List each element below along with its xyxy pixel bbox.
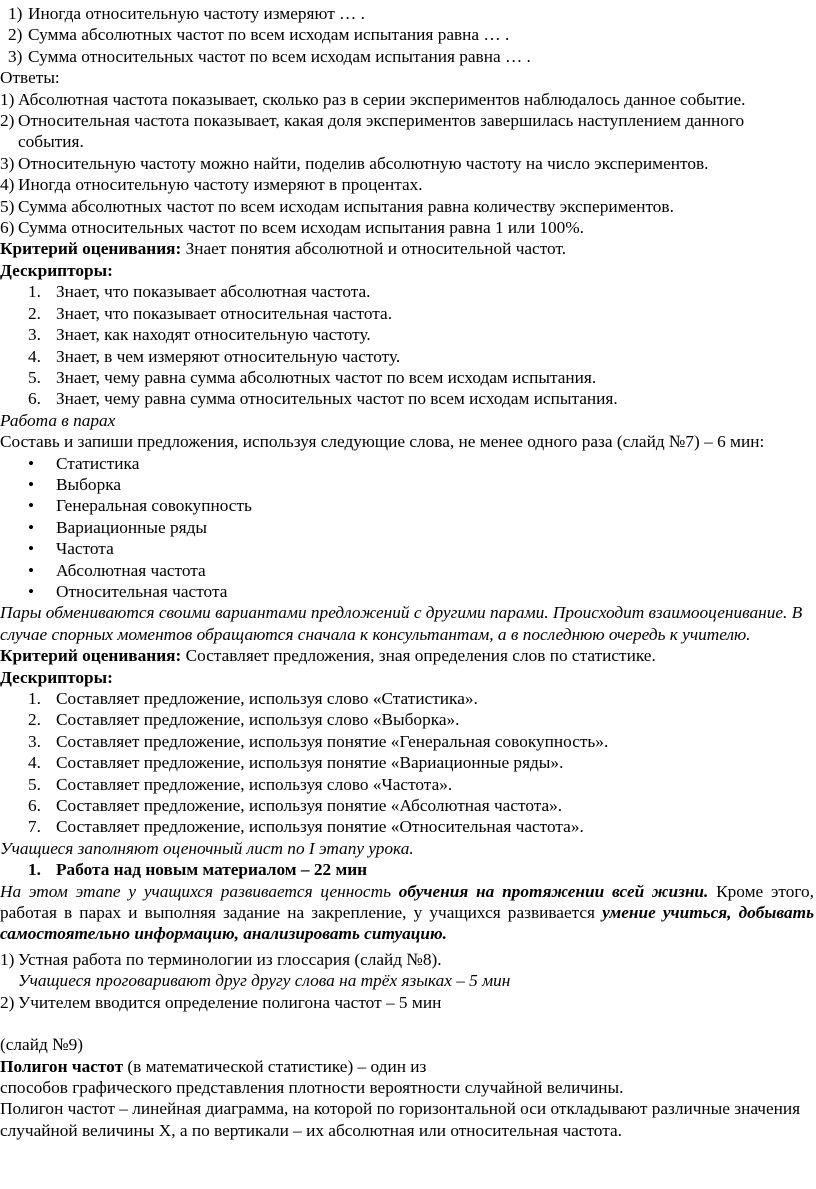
criterion-2: [0, 645, 816, 666]
answer-4: 4) Иногда относительную частоту измеряют в процентах.: [0, 175, 423, 195]
question-2: 2) Сумма абсолютных частот по всем исходам испытания равна … .: [8, 25, 510, 45]
descriptor-1-3: 3. Знает, как находят относительную частоту.: [28, 325, 371, 345]
bullet-icon: •: [28, 517, 35, 537]
step-1-note: Учащиеся проговаривают друг другу слова на трёх языках – 5 мин: [18, 971, 511, 991]
polygon-term: Полигон частот: [0, 1056, 124, 1076]
descriptor-2-3: 3. Составляет предложение, используя понятие «Генеральная совокупность».: [28, 731, 609, 751]
bullet-icon: •: [28, 453, 35, 473]
question-3: 3) Сумма относительных частот по всем исходам испытания равна … .: [8, 46, 531, 66]
descriptor-2-5: 5. Составляет предложение, используя слово «Частота».: [28, 774, 453, 794]
slide-9-label: (слайд №9): [0, 1035, 83, 1055]
criterion-2-text: Составляет предложения, зная определения слов по статистике.: [181, 646, 656, 666]
answers-label: Ответы:: [0, 68, 60, 88]
pair-work-heading: Работа в парах: [0, 410, 116, 430]
task-text: Составь и запиши предложения, используя следующие слова, не менее одного раза (слайд №7) – 6 мин:: [0, 432, 765, 452]
descriptors-2-list: [0, 688, 816, 838]
answer-1: 1) Абсолютная частота показывает, сколько раз в серии экспериментов наблюдалось данное событие.: [0, 89, 746, 109]
descriptor-1-2: 2. Знает, что показывает относительная частота.: [28, 303, 393, 323]
descriptors-1-label: Дескрипторы:: [0, 260, 113, 280]
polygon-definition-1: Полигон частот (в математической статистике) – один из: [0, 1056, 427, 1076]
word-item: • Абсолютная частота: [28, 560, 206, 580]
descriptor-2-4: 4. Составляет предложение, используя понятие «Вариационные ряды».: [28, 753, 564, 773]
words-list: [0, 453, 816, 603]
answer-2: 2) Относительная частота показывает, какая доля экспериментов завершилась наступлением данного события.: [0, 111, 745, 152]
word-item: • Вариационные ряды: [28, 517, 207, 537]
spacer: [0, 1013, 816, 1034]
polygon-definition-3: Полигон частот – линейная диаграмма, на которой по горизонтальной оси откладывают различные значения случайной величины X, а по вертикали – их абсолютная или относительная частота.: [0, 1099, 801, 1140]
polygon-definition-2: способов графического представления плотности вероятности случайной величины.: [0, 1077, 624, 1097]
values-paragraph: На этом этапе у учащихся развивается ценность обучения на протяжении всей жизни. Кроме этого, работая в парах и выполняя задание на закрепление, у учащихся развивается умение учиться, добывать самостоятельно информацию, анализировать ситуацию.: [0, 881, 815, 944]
word-item: • Выборка: [28, 474, 122, 494]
descriptor-2-6: 6. Составляет предложение, используя понятие «Абсолютная частота».: [28, 796, 563, 816]
bullet-icon: •: [28, 474, 35, 494]
descriptors-1-list: [0, 281, 816, 409]
word-item: • Частота: [28, 539, 114, 559]
bullet-icon: •: [28, 560, 35, 580]
step-1: 1) Устная работа по терминологии из глоссария (слайд №8).: [0, 949, 442, 969]
answer-6: 6) Сумма относительных частот по всем исходам испытания равна 1 или 100%.: [0, 218, 584, 238]
answer-3: 3) Относительную частоту можно найти, поделив абсолютную частоту на число экспериментов.: [0, 153, 709, 173]
bullet-icon: •: [28, 496, 35, 516]
questions-list: [0, 3, 816, 67]
answer-5: 5) Сумма абсолютных частот по всем исходам испытания равна количеству экспериментов.: [0, 196, 674, 216]
word-item: • Статистика: [28, 453, 140, 473]
descriptor-1-4: 4. Знает, в чем измеряют относительную частоту.: [28, 346, 401, 366]
pairs-note: Пары обмениваются своими вариантами предложений с другими парами. Происходит взаимооценивание. В случае спорных моментов обращаются сначала к консультантам, а в последнюю очередь к учителю.: [0, 603, 803, 644]
descriptor-2-1: 1. Составляет предложение, используя слово «Статистика».: [28, 689, 478, 708]
word-item: • Относительная частота: [28, 581, 228, 601]
answers-list: [0, 89, 816, 239]
descriptor-2-2: 2. Составляет предложение, используя слово «Выборка».: [28, 710, 460, 730]
section-heading: 1. Работа над новым материалом – 22 мин: [28, 860, 368, 880]
bullet-icon: •: [28, 581, 35, 601]
criterion-1-label: Критерий оценивания:: [0, 239, 182, 259]
criterion-2-label: Критерий оценивания:: [0, 646, 182, 666]
bullet-icon: •: [28, 539, 35, 559]
descriptors-2-label: Дескрипторы:: [0, 667, 113, 687]
descriptor-1-1: 1. Знает, что показывает абсолютная частота.: [28, 282, 371, 302]
step-2: 2) Учителем вводится определение полигона частот – 5 мин: [0, 992, 442, 1012]
criterion-1: [0, 238, 816, 259]
word-item: • Генеральная совокупность: [28, 496, 252, 516]
question-1: 1) Иногда относительную частоту измеряют … .: [8, 4, 365, 23]
descriptor-1-6: 6. Знает, чему равна сумма относительных частот по всем исходам испытания.: [28, 389, 618, 409]
descriptor-2-7: 7. Составляет предложение, используя понятие «Относительная частота».: [28, 817, 584, 837]
fill-sheet-note: Учащиеся заполняют оценочный лист по I этапу урока.: [0, 838, 414, 858]
descriptor-1-5: 5. Знает, чему равна сумма абсолютных частот по всем исходам испытания.: [28, 367, 597, 387]
criterion-1-text: Знает понятия абсолютной и относительной частот.: [181, 239, 567, 259]
